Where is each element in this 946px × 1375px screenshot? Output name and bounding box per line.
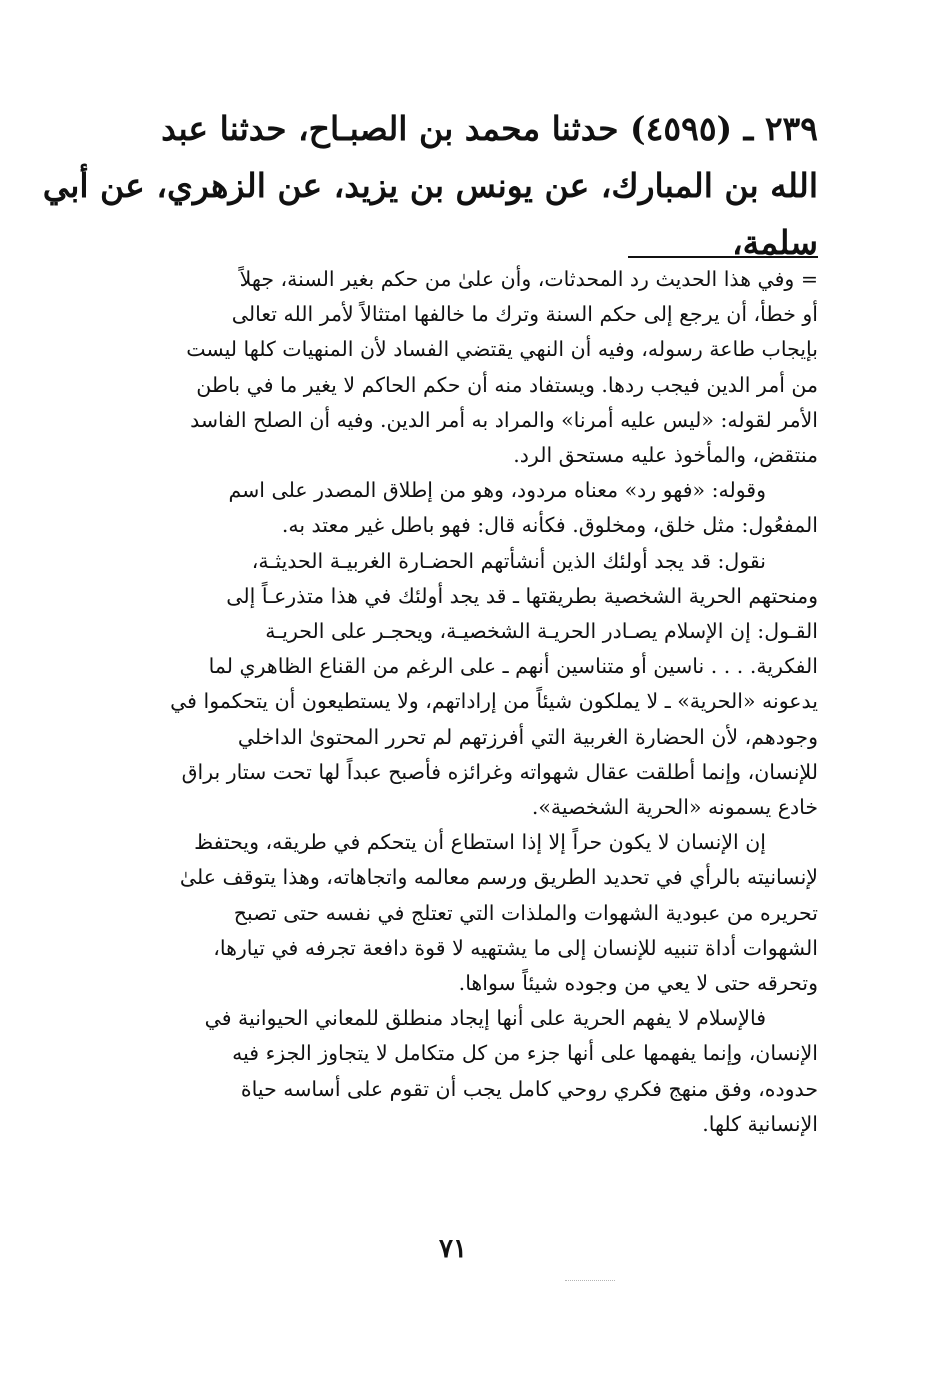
text-line: الشهوات أداة تنبيه للإنسان إلى ما يشتهيه لا قوة دافعة تجرفه في تيارها، <box>213 935 818 960</box>
commentary-paragraph <box>118 544 818 826</box>
text-line: = وفي هذا الحديث رد المحدثات، وأن علىٰ من حكم بغير السنة، جهلاً <box>239 267 818 291</box>
text-line: فالإسلام لا يفهم الحرية على أنها إيجاد منطلق للمعاني الحيوانية في <box>204 1006 766 1031</box>
text-line: بإيجاب طاعة رسوله، وفيه أن النهي يقتضي الفساد لأن المنهيات كلها ليست <box>186 337 818 362</box>
text-line: أو خطأ، أن يرجع إلى حكم السنة وترك ما خالفها امتثالاً لأمر الله تعالى <box>231 302 818 327</box>
text-line: المفعُول: مثل خلق، ومخلوق. فكأنه قال: فهو باطل غير معتد به. <box>281 513 818 538</box>
commentary-text <box>118 262 818 1142</box>
hadith-line: الله بن المبارك، عن يونس بن يزيد، عن الزهري، عن أبي <box>42 166 818 205</box>
text-line: الإنسان، وإنما يفهمها على أنها جزء من كل متكامل لا يتجاوز الجزء فيه <box>232 1041 818 1066</box>
text-line: حدوده، وفق منهج فكري روحي كامل يجب أن تقوم على أساسه حياة <box>240 1076 818 1101</box>
text-line: لإنسانيته بالرأي في تحديد الطريق ورسم معالمه واتجاهاته، وهذا يتوقف علىٰ <box>179 865 818 890</box>
commentary-paragraph <box>118 262 818 473</box>
text-line: وجودهم، لأن الحضارة الغربية التي أفرزتهم لم تحرر المحتوىٰ الداخلي <box>237 724 818 749</box>
commentary-paragraph <box>118 1001 818 1142</box>
text-line: إن الإنسان لا يكون حراً إلا إذا استطاع أن يتحكم في طريقه، ويحتفظ <box>194 830 766 855</box>
commentary-paragraph <box>118 473 818 543</box>
text-line: تحريره من عبودية الشهوات والملذات التي تعتلج في نفسه حتى تصبح <box>233 900 818 925</box>
text-line: للإنسان، وإنما أطلقت عقال شهواته وغرائزه فأصبح عبداً لها تحت ستار براق <box>181 759 818 784</box>
page-number: ٧١ <box>439 1234 467 1264</box>
hadith-line: سلمة، <box>732 223 818 262</box>
footnote-separator <box>628 256 818 258</box>
text-line: الفكرية. . . . ناسين أو متناسين أنهم ـ على الرغم من القناع الظاهري لما <box>208 654 818 679</box>
text-line: الإنسانية كلها. <box>702 1111 818 1136</box>
text-line: من أمر الدين فيجب ردها. ويستفاد منه أن حكم الحاكم لا يغير ما في باطن <box>196 372 818 397</box>
hadith-line: ٢٣٩ ـ (٤٥٩٥) حدثنا محمد بن الصبـاح، حدثنا عبد <box>161 109 818 148</box>
scan-artifact <box>565 1280 615 1281</box>
text-line: خادع يسمونه «الحرية الشخصية». <box>531 795 818 820</box>
text-line: نقول: قد يجد أولئك الذين أنشأتهم الحضـارة الغربيـة الحديثـة، <box>251 548 766 573</box>
text-line: وقوله: «فهو رد» معناه مردود، وهو من إطلاق المصدر على اسم <box>228 478 766 503</box>
text-line: يدعونه «الحرية» ـ لا يملكون شيئاً من إراداتهم، ولا يستطيعون أن يتحكموا في <box>170 689 818 714</box>
hadith-text <box>42 100 818 271</box>
text-line: منتقض، والمأخوذ عليه مستحق الرد. <box>513 443 818 468</box>
text-line: القـول: إن الإسلام يصـادر الحريـة الشخصيـة، ويحجـر على الحريـة <box>265 619 818 644</box>
text-line: ومنحتهم الحرية الشخصية بطريقتها ـ قد يجد أولئك في هذا متذرعـاً إلى <box>226 583 818 608</box>
text-line: وتحرقه حتى لا يعي من وجوده شيئاً سواها. <box>458 971 818 996</box>
commentary-paragraph <box>118 825 818 1001</box>
text-line: الأمر لقوله: «ليس عليه أمرنا» والمراد به أمر الدين. وفيه أن الصلح الفاسد <box>190 407 818 432</box>
